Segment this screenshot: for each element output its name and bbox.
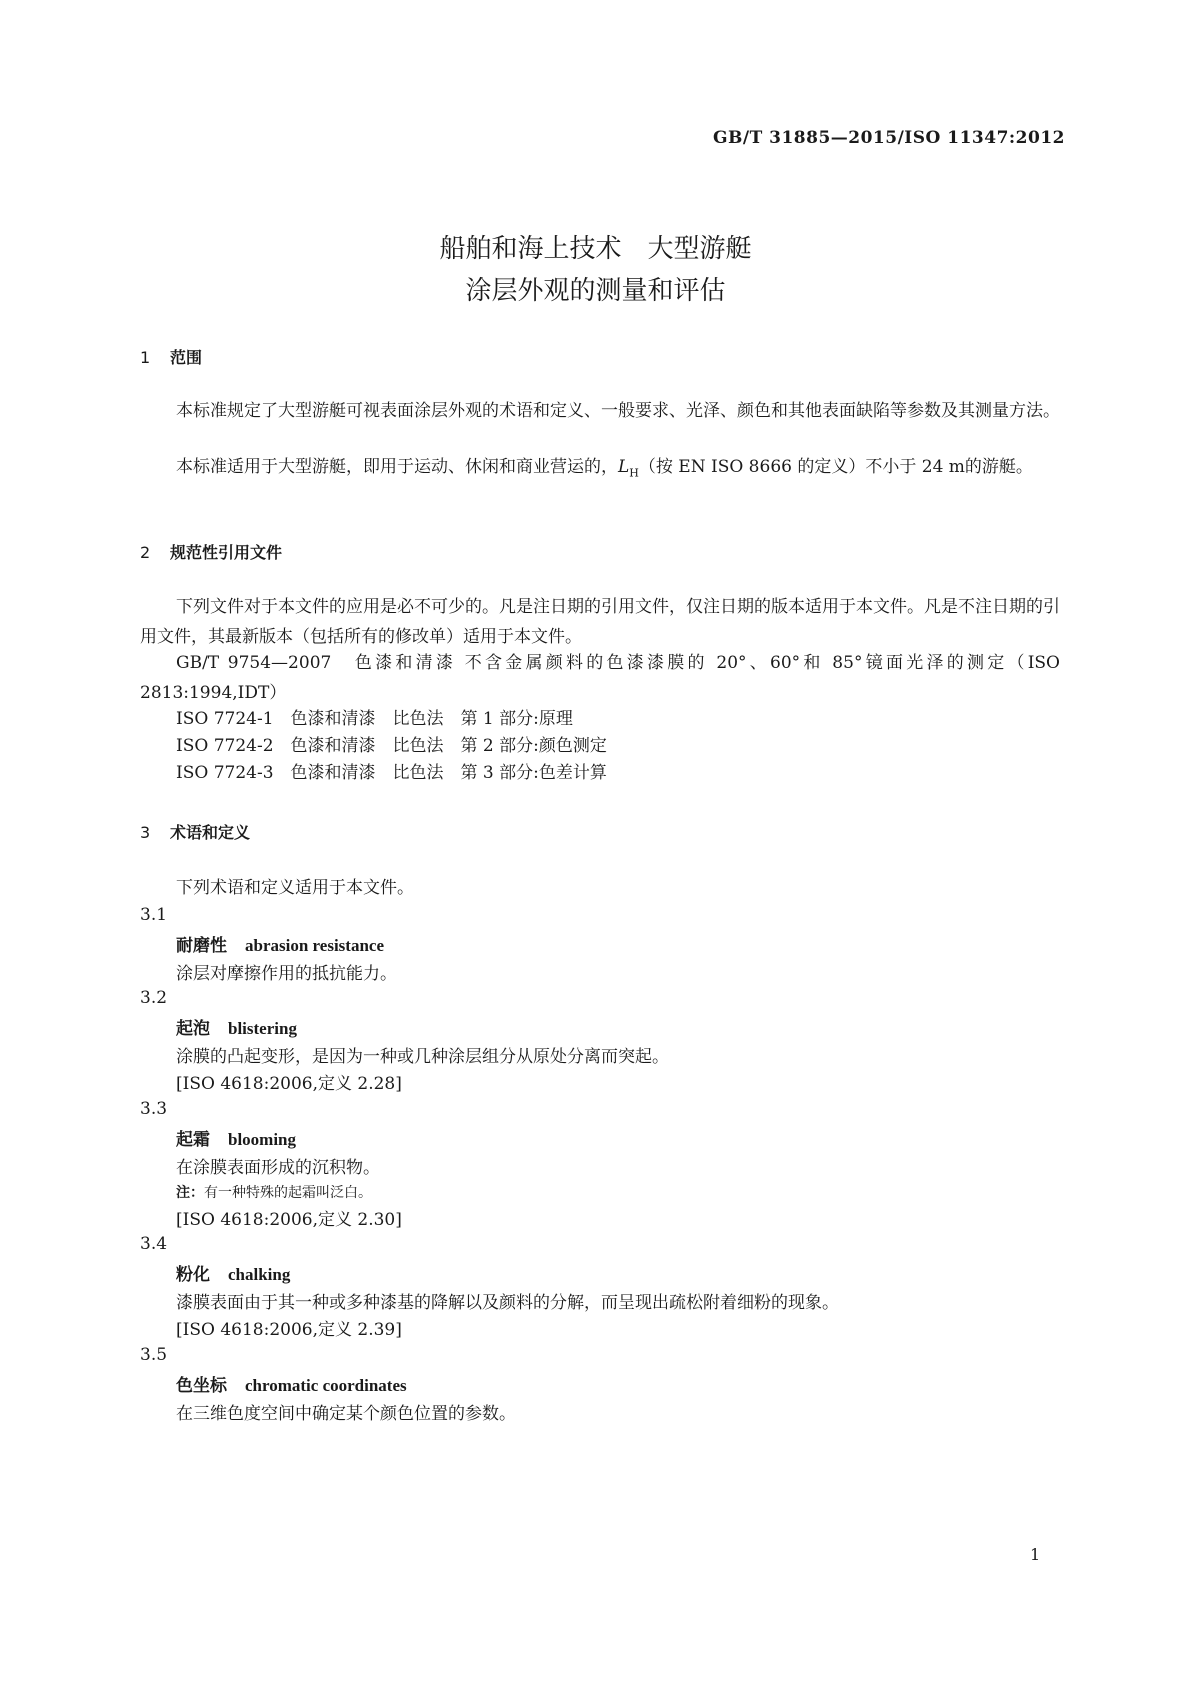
term-chinese: 耐磨性: [176, 936, 227, 956]
term-english: abrasion resistance: [245, 936, 384, 955]
term-source: [ISO 4618:2006,定义 2.28]: [176, 1074, 402, 1094]
section-number: 2: [140, 543, 151, 562]
term-number: 3.2: [140, 988, 168, 1008]
section-2-heading: [140, 540, 282, 563]
term-note: [176, 1182, 372, 1202]
length-symbol: L: [618, 457, 630, 477]
term-heading: [176, 1260, 290, 1285]
standard-code: GB/T 31885—2015/ISO 11347:2012: [712, 128, 1065, 148]
term-definition: 漆膜表面由于其一种或多种漆基的降解以及颜料的分解，而呈现出疏松附着细粉的现象。: [176, 1293, 839, 1313]
reference-iso-7724-2: ISO 7724-2 色漆和清漆 比色法 第 2 部分:颜色测定: [176, 736, 607, 756]
length-subscript: H: [629, 466, 639, 480]
term-definition: 涂层对摩擦作用的抵抗能力。: [176, 964, 397, 984]
term-source: [ISO 4618:2006,定义 2.39]: [176, 1320, 402, 1340]
section-title: 术语和定义: [170, 823, 251, 842]
section-title: 规范性引用文件: [170, 543, 283, 562]
title-line-1: 船舶和海上技术 大型游艇: [439, 234, 752, 264]
section-title: 范围: [170, 348, 203, 367]
term-number: 3.4: [140, 1234, 168, 1254]
term-definition: 在涂膜表面形成的沉积物。: [176, 1158, 380, 1178]
section-1-paragraph-2: [140, 452, 1060, 488]
term-chinese: 粉化: [176, 1265, 210, 1285]
term-definition: 在三维色度空间中确定某个颜色位置的参数。: [176, 1404, 516, 1424]
term-heading: [176, 1125, 296, 1150]
section-number: 1: [140, 348, 151, 367]
term-number: 3.1: [140, 905, 168, 925]
term-heading: [176, 1014, 297, 1039]
term-heading: [176, 931, 384, 956]
term-english: chalking: [228, 1265, 291, 1284]
reference-gb-t-9754: GB/T 9754—2007 色漆和清漆 不含金属颜料的色漆漆膜的 20°、60°和 85°镜面光泽的测定（ISO 2813:1994,IDT）: [140, 653, 1060, 703]
section-1-heading: [140, 345, 202, 368]
paragraph-text: （按 EN ISO 8666 的定义）不小于 24 m的游艇。: [638, 457, 1033, 477]
reference-iso-7724-3: ISO 7724-3 色漆和清漆 比色法 第 3 部分:色差计算: [176, 763, 607, 783]
section-3-heading: [140, 820, 250, 843]
term-english: blooming: [228, 1130, 297, 1149]
term-chinese: 起霜: [176, 1130, 210, 1150]
term-source: [ISO 4618:2006,定义 2.30]: [176, 1210, 402, 1230]
term-english: chromatic coordinates: [245, 1376, 407, 1395]
title-line-2: 涂层外观的测量和评估: [465, 276, 726, 306]
reference-iso-7724-1: ISO 7724-1 色漆和清漆 比色法 第 1 部分:原理: [176, 709, 573, 729]
term-definition: 涂膜的凸起变形，是因为一种或几种涂层组分从原处分离而突起。: [176, 1047, 669, 1067]
section-1-paragraph-1: 本标准规定了大型游艇可视表面涂层外观的术语和定义、一般要求、光泽、颜色和其他表面缺陷等参数及其测量方法。: [176, 401, 1060, 421]
term-chinese: 起泡: [176, 1019, 210, 1039]
section-3-paragraph: 下列术语和定义适用于本文件。: [176, 878, 414, 898]
term-heading: [176, 1371, 407, 1396]
section-number: 3: [140, 823, 151, 842]
note-text: 有一种特殊的起霜叫泛白。: [204, 1185, 372, 1201]
term-number: 3.5: [140, 1345, 168, 1365]
document-title: [0, 228, 1191, 312]
page-number: 1: [1030, 1545, 1041, 1564]
section-2-paragraph: 下列文件对于本文件的应用是必不可少的。凡是注日期的引用文件，仅注日期的版本适用于本文件。凡是不注日期的引用文件，其最新版本（包括所有的修改单）适用于本文件。: [140, 597, 1060, 647]
term-chinese: 色坐标: [176, 1376, 227, 1396]
note-label: 注：: [176, 1185, 204, 1201]
term-english: blistering: [228, 1019, 297, 1038]
paragraph-text: 本标准适用于大型游艇，即用于运动、休闲和商业营运的，: [176, 457, 618, 477]
term-number: 3.3: [140, 1099, 168, 1119]
